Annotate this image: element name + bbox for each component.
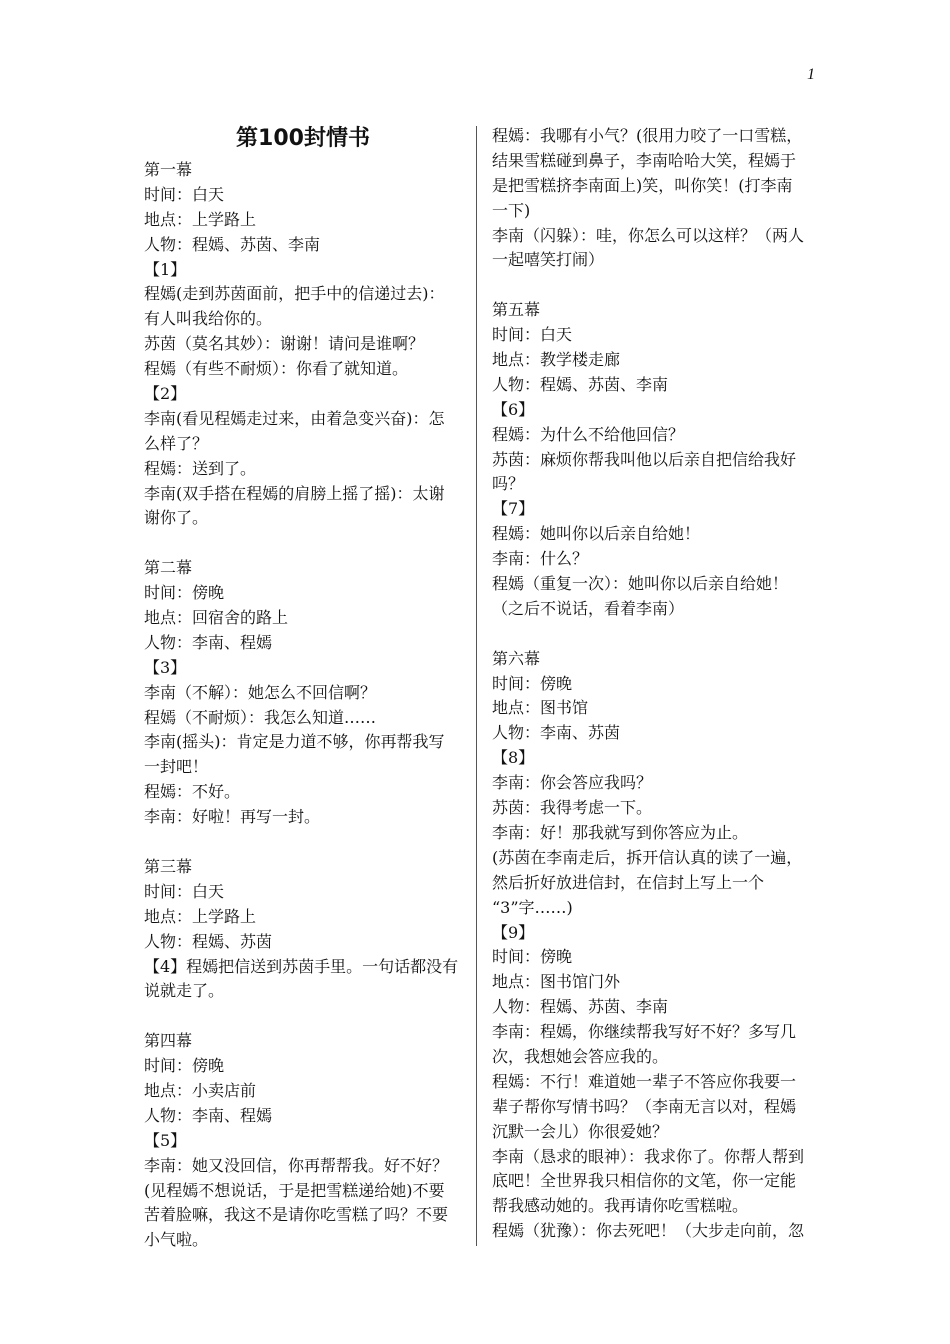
script-line: 一下) — [492, 200, 531, 220]
script-line: 人物：李南、程嫣 — [144, 632, 273, 652]
script-line: 小气啦。 — [144, 1230, 209, 1250]
script-line: 【5】 — [144, 1130, 187, 1150]
script-line: 苦着脸嘛，我这不是请你吃雪糕了吗？不要 — [144, 1205, 449, 1225]
script-line: 【9】 — [492, 922, 535, 942]
script-line: 程嫣：送到了。 — [144, 458, 257, 478]
script-line: 【2】 — [144, 384, 187, 404]
script-line: 程嫣：为什么不给他回信？ — [492, 424, 685, 444]
script-line: 时间：傍晚 — [492, 673, 573, 693]
script-line: 地点：图书馆门外 — [492, 972, 621, 992]
script-line: 李南(看见程嫣走过来，由着急变兴奋)：怎 — [144, 408, 445, 428]
script-line: 人物：李南、苏茵 — [492, 723, 621, 743]
script-line: 程嫣：她叫你以后亲自给她！ — [492, 524, 701, 544]
script-line: (见程嫣不想说话，于是把雪糕递给她)不要 — [144, 1180, 445, 1200]
script-line: 地点：小卖店前 — [144, 1080, 257, 1100]
script-line: 第一幕 — [144, 160, 193, 179]
script-line: (苏茵在李南走后，拆开信认真的读了一遍， — [492, 847, 803, 867]
script-line: （之后不说话，看着李南） — [492, 598, 685, 618]
script-line: 第六幕 — [492, 648, 541, 668]
script-line: 第五幕 — [492, 300, 541, 320]
script-line: 李南：好！那我就写到你答应为止。 — [492, 822, 749, 842]
blank-line — [144, 531, 462, 556]
script-line: 李南(双手搭在程嫣的肩膀上摇了摇)：太谢 — [144, 483, 445, 503]
script-line: 李南：程嫣，你继续帮我写好不好？多写几 — [492, 1022, 797, 1042]
script-line: 沉默一会儿）你很爱她？ — [492, 1121, 669, 1141]
script-line: 【3】 — [144, 657, 187, 677]
script-line: 程嫣：不好。 — [144, 782, 241, 802]
script-line: 时间：白天 — [144, 184, 225, 204]
script-line: 李南：你会答应我吗？ — [492, 773, 653, 793]
script-line: 说就走了。 — [144, 981, 225, 1001]
right-column-lines — [492, 124, 808, 1244]
right-column — [492, 124, 808, 1244]
script-line: 是把雪糕挤李南面上)笑，叫你笑！(打李南 — [492, 175, 793, 195]
script-line: 程嫣（犹豫）：你去死吧！（大步走向前，忽 — [492, 1221, 805, 1241]
script-line: 时间：傍晚 — [144, 1056, 225, 1076]
script-line: 李南：什么？ — [492, 549, 589, 569]
script-line: 人物：程嫣、苏茵、李南 — [492, 997, 669, 1017]
script-line: 程嫣（重复一次）：她叫你以后亲自给她！ — [492, 574, 789, 594]
script-line: 李南（不解）：她怎么不回信啊？ — [144, 682, 377, 702]
script-line: 程嫣：我哪有小气？(很用力咬了一口雪糕， — [492, 126, 803, 145]
script-line: 人物：程嫣、苏茵 — [144, 931, 273, 951]
blank-line — [492, 622, 808, 647]
script-line: 地点：图书馆 — [492, 698, 589, 718]
page-number: 1 — [807, 66, 815, 83]
script-line: 辈子帮你写情书吗？（李南无言以对，程嫣 — [492, 1096, 797, 1116]
script-line: 程嫣：不行！难道她一辈子不答应你我要一 — [492, 1071, 797, 1091]
script-line: 第三幕 — [144, 856, 193, 876]
script-line: 李南(摇头)：肯定是力道不够，你再帮我写 — [144, 732, 445, 752]
script-line: 一封吧！ — [144, 757, 209, 777]
script-line: 吗？ — [492, 474, 525, 494]
blank-line — [144, 1004, 462, 1029]
script-line: 一起嘻笑打闹） — [492, 250, 605, 270]
script-line: 程嫣（不耐烦）：我怎么知道…… — [144, 707, 377, 727]
script-line: 人物：李南、程嫣 — [144, 1105, 273, 1125]
script-line: 时间：傍晚 — [144, 583, 225, 603]
script-line: 谢你了。 — [144, 508, 209, 528]
script-line: 【4】程嫣把信送到苏茵手里。一句话都没有 — [144, 956, 459, 976]
script-line: 【7】 — [492, 499, 535, 519]
script-line: 李南（闪躲）：哇，你怎么可以这样？（两人 — [492, 225, 805, 245]
blank-line — [492, 273, 808, 298]
script-line: 时间：白天 — [144, 881, 225, 901]
script-line: 第二幕 — [144, 558, 193, 578]
column-divider — [476, 126, 477, 1246]
script-line: 底吧！全世界我只相信你的文笔，你一定能 — [492, 1171, 797, 1191]
script-line: 时间：傍晚 — [492, 947, 573, 967]
script-line: 结果雪糕碰到鼻子，李南哈哈大笑，程嫣于 — [492, 150, 797, 170]
script-line: 程嫣(走到苏茵面前，把手中的信递过去)： — [144, 284, 445, 304]
left-column-lines — [144, 158, 462, 1253]
script-line: 么样了？ — [144, 433, 209, 453]
page-title: 第100封情书 — [236, 126, 370, 151]
script-line: 地点：上学路上 — [144, 906, 257, 926]
script-line: 李南：好啦！再写一封。 — [144, 807, 321, 827]
script-line: 李南（恳求的眼神）：我求你了。你帮人帮到 — [492, 1146, 805, 1166]
script-line: 苏茵：我得考虑一下。 — [492, 798, 653, 818]
script-line: 第四幕 — [144, 1031, 193, 1051]
blank-line — [144, 830, 462, 855]
script-line: 时间：白天 — [492, 325, 573, 345]
script-line: 人物：程嫣、苏茵、李南 — [144, 234, 321, 254]
script-line: 有人叫我给你的。 — [144, 309, 273, 329]
script-line: 地点：上学路上 — [144, 209, 257, 229]
script-line: “3”字……) — [492, 897, 573, 917]
script-line: 【8】 — [492, 748, 535, 768]
left-column — [144, 124, 462, 1253]
script-line: 苏茵（莫名其妙）：谢谢！请问是谁啊？ — [144, 334, 425, 354]
script-line: 人物：程嫣、苏茵、李南 — [492, 374, 669, 394]
script-line: 程嫣（有些不耐烦）：你看了就知道。 — [144, 359, 409, 379]
script-line: 地点：回宿舍的路上 — [144, 608, 289, 628]
script-line: 然后折好放进信封，在信封上写上一个 — [492, 872, 765, 892]
script-line: 【6】 — [492, 399, 535, 419]
script-line: 【1】 — [144, 259, 187, 279]
script-line: 苏茵：麻烦你帮我叫他以后亲自把信给我好 — [492, 449, 797, 469]
script-line: 地点：教学楼走廊 — [492, 350, 621, 370]
script-line: 帮我感动她的。我再请你吃雪糕啦。 — [492, 1196, 749, 1216]
script-line: 次，我想她会答应我的。 — [492, 1046, 669, 1066]
script-line: 李南：她又没回信，你再帮帮我。好不好？ — [144, 1155, 449, 1175]
